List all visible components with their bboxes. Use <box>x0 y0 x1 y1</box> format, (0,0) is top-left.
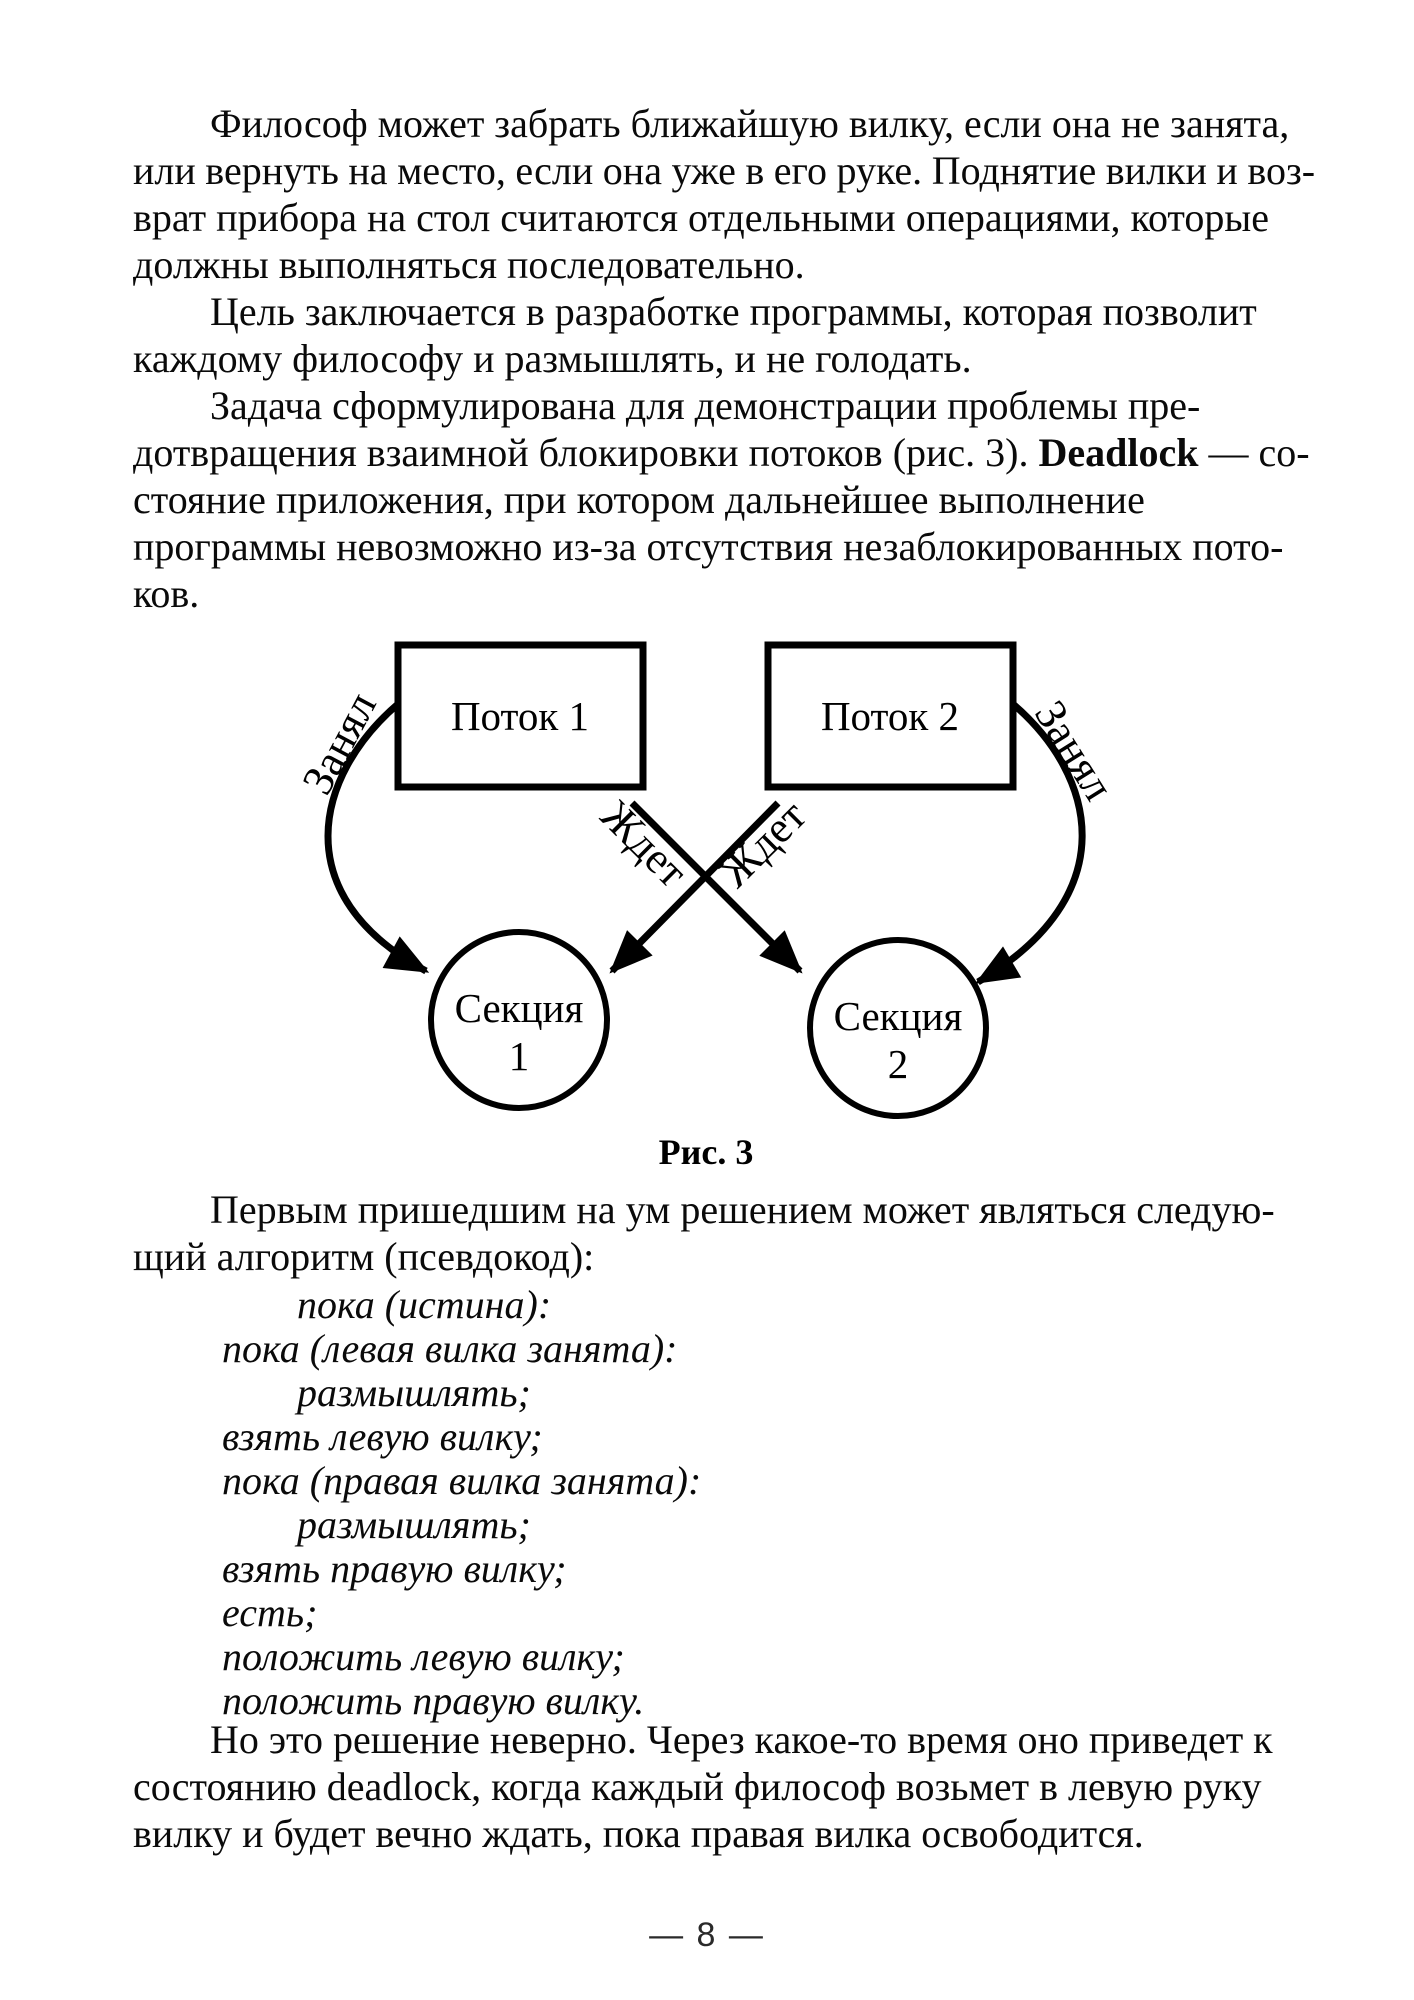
pseudocode-line: пока (правая вилка занята): <box>222 1458 702 1503</box>
text-segment: программы невозможно из-за отсутствия незаблокированных пото- <box>133 524 1284 569</box>
section2-number: 2 <box>887 1041 909 1087</box>
text-line <box>133 1810 1315 1857</box>
text-line <box>133 1763 1315 1810</box>
text-line <box>133 100 1315 147</box>
page-number: — 8 — <box>649 1916 765 1954</box>
text-segment: Первым пришедшим на ум решением может являться следую- <box>210 1187 1275 1232</box>
thread2-label: Поток 2 <box>820 693 960 739</box>
text-segment: дотвращения взаимной блокировки потоков (рис. 3). <box>133 430 1039 475</box>
text-segment: — со- <box>1198 430 1310 475</box>
closing-paragraph <box>133 1716 1315 1857</box>
pseudocode-block <box>133 1283 1315 1723</box>
text-line <box>133 288 1315 335</box>
text-line <box>133 382 1315 429</box>
text-line <box>133 476 1315 523</box>
text-segment: вилку и будет вечно ждать, пока правая вилка освободится. <box>133 1811 1144 1856</box>
text-segment: состоянию deadlock, когда каждый философ возьмет в левую руку <box>133 1764 1262 1809</box>
text-line <box>133 570 1315 617</box>
edge-label-waits-left: Ждет <box>591 790 698 897</box>
text-line <box>133 1716 1315 1763</box>
pseudocode-line: размышлять; <box>297 1502 531 1547</box>
edge-label-took-left: Занял <box>292 684 387 803</box>
section1-number: 1 <box>508 1033 530 1079</box>
text-line <box>133 335 1315 382</box>
pseudocode-line: положить левую вилку; <box>222 1634 625 1679</box>
text-segment: Цель заключается в разработке программы, которая позволит <box>210 289 1257 334</box>
text-segment: Философ может забрать ближайшую вилку, если она не занята, <box>210 101 1290 146</box>
text-line <box>133 1186 1315 1233</box>
text-segment: Но это решение неверно. Через какое-то время оно приведет к <box>210 1717 1273 1762</box>
text-segment: щий алгоритм (псевдокод): <box>133 1234 595 1279</box>
pseudocode-line: есть; <box>222 1590 318 1635</box>
bold-term: Deadlock <box>1038 430 1199 475</box>
pseudocode-line: взять правую вилку; <box>222 1546 567 1591</box>
figure-intro-paragraph <box>133 1186 1315 1280</box>
pseudocode-line: взять левую вилку; <box>222 1414 543 1459</box>
text-segment: или вернуть на место, если она уже в его руке. Поднятие вилки и воз- <box>133 148 1316 193</box>
section1-label: Секция <box>454 985 584 1031</box>
text-segment: врат прибора на стол считаются отдельными операциями, которые <box>133 195 1270 240</box>
thread1-label: Поток 1 <box>450 693 590 739</box>
pseudocode-line: пока (истина): <box>297 1282 552 1327</box>
pseudocode-line: пока (левая вилка занята): <box>222 1326 678 1371</box>
text-segment: должны выполняться последовательно. <box>133 242 805 287</box>
pseudocode-line: положить правую вилку. <box>222 1678 645 1723</box>
text-segment: каждому философу и размышлять, и не голодать. <box>133 336 972 381</box>
text-segment: стояние приложения, при котором дальнейшее выполнение <box>133 477 1145 522</box>
text-line <box>133 523 1315 570</box>
text-line <box>133 241 1315 288</box>
text-line <box>133 147 1315 194</box>
edge-label-waits-right: Ждет <box>709 790 816 897</box>
section2-label: Секция <box>833 993 963 1039</box>
deadlock-figure <box>0 630 1414 1195</box>
pseudocode-line: размышлять; <box>297 1370 531 1415</box>
text-segment: Задача сформулирована для демонстрации проблемы пре- <box>210 383 1201 428</box>
intro-paragraphs <box>133 100 1315 617</box>
edge-label-took-right: Занял <box>1025 691 1124 809</box>
text-segment: ков. <box>133 571 200 616</box>
text-line <box>133 1233 1315 1280</box>
text-line <box>133 429 1315 476</box>
figure-caption: Рис. 3 <box>658 1132 754 1172</box>
text-line <box>133 194 1315 241</box>
